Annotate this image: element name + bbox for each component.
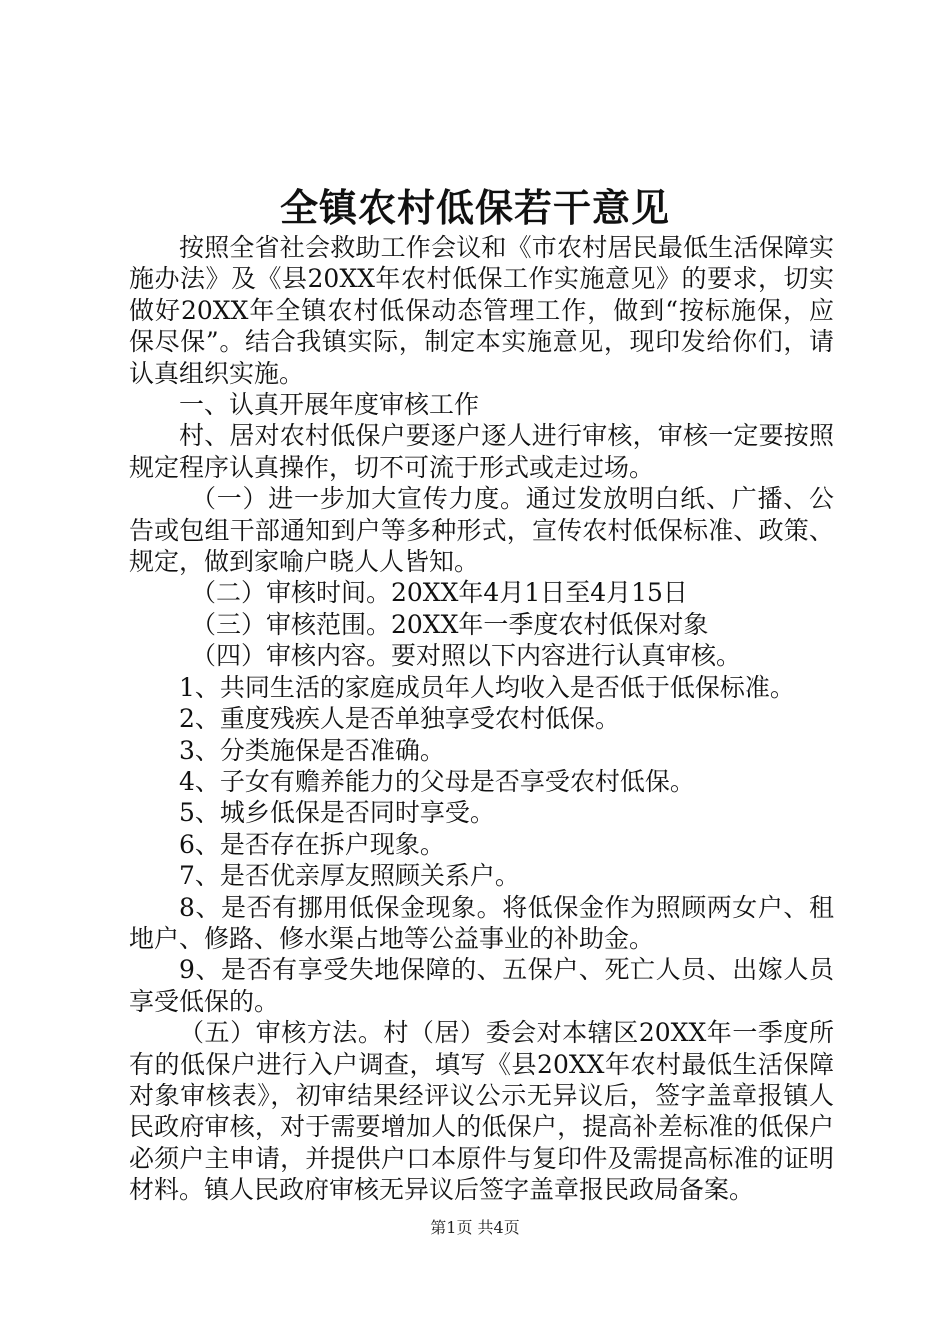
- section-heading: 一、认真开展年度审核工作: [179, 390, 480, 420]
- paragraph: 村、居对农村低保户要逐户逐人进行审核，审核一定要按照规定程序认真操作，切不可流于形式或走过场。: [129, 421, 834, 482]
- list-item: 4、子女有赡养能力的父母是否享受农村低保。: [179, 766, 695, 796]
- list-item: 8、是否有挪用低保金现象。将低保金作为照顾两女户、租地户、修路、修水渠占地等公益事业的补助金。: [129, 892, 834, 953]
- paragraph: （一）进一步加大宣传力度。通过发放明白纸、广播、公告或包组干部通知到户等多种形式，宣传农村低保标准、政策、规定，做到家喻户晓人人皆知。: [129, 484, 834, 577]
- list-item: 1、共同生活的家庭成员年人均收入是否低于低保标准。: [179, 672, 795, 702]
- list-item: 6、是否存在拆户现象。: [179, 829, 445, 859]
- paragraph: （二）审核时间。20XX年4月1日至4月15日: [191, 578, 688, 608]
- list-item: 2、重度残疾人是否单独享受农村低保。: [179, 704, 620, 734]
- paragraph: （五）审核方法。村（居）委会对本辖区20XX年一季度所有的低保户进行入户调查，填写《县20XX年农村最低生活保障对象审核表》，初审结果经评议公示无异议后，签字盖章报镇人民政府审核，对于需要增加人的低保户，提高补差标准的低保户必须户主申请，并提供户口本原件与复印件及需提高标准的证明材料。镇人民政府审核无异议后签字盖章报民政局备案。: [129, 1018, 834, 1205]
- paragraph: （三）审核范围。20XX年一季度农村低保对象: [191, 609, 709, 639]
- list-item: 9、是否有享受失地保障的、五保户、死亡人员、出嫁人员享受低保的。: [129, 955, 834, 1016]
- document-body: [129, 232, 834, 1206]
- intro-paragraph: 按照全省社会救助工作会议和《市农村居民最低生活保障实施办法》及《县20XX年农村低保工作实施意见》的要求，切实做好20XX年全镇农村低保动态管理工作，做到“按标施保，应保尽保”。结合我镇实际，制定本实施意见，现印发给你们，请认真组织实施。: [129, 233, 834, 388]
- list-item: 5、城乡低保是否同时享受。: [179, 798, 495, 828]
- document-title: 全镇农村低保若干意见: [279, 185, 670, 230]
- page-number-footer: 第1页 共4页: [430, 1218, 520, 1237]
- paragraph: （四）审核内容。要对照以下内容进行认真审核。: [191, 641, 742, 671]
- list-item: 7、是否优亲厚友照顾关系户。: [179, 861, 520, 891]
- list-item: 3、分类施保是否准确。: [179, 735, 445, 765]
